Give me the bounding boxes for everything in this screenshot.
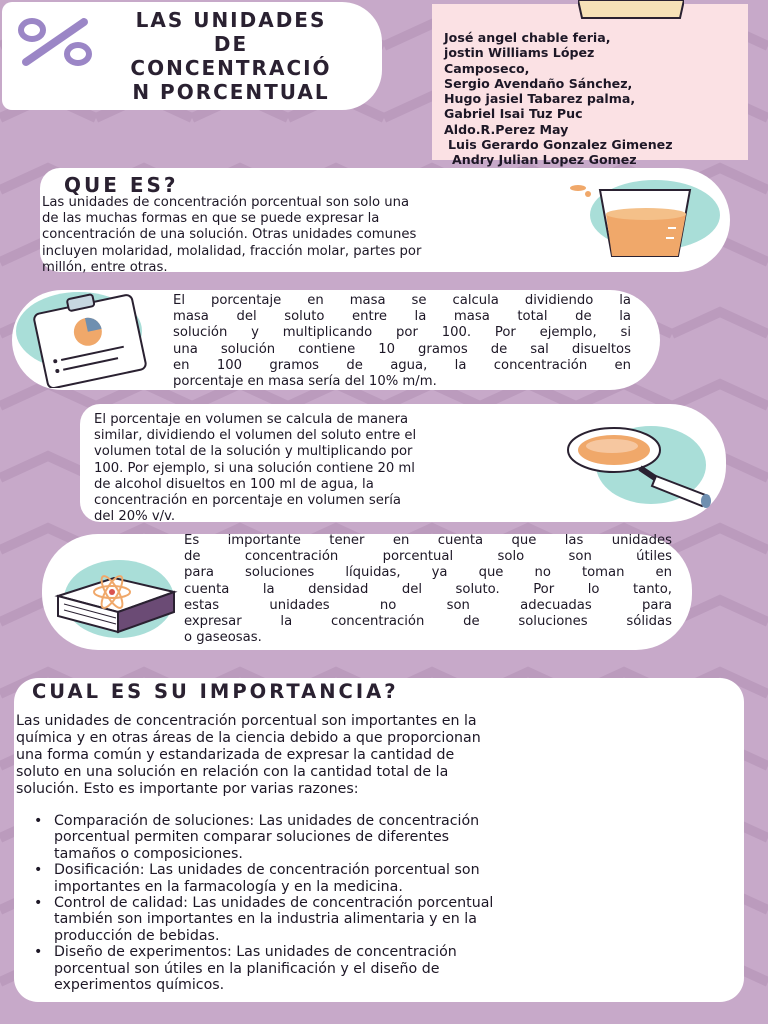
list-item: [34, 862, 724, 895]
importancia-bullets: [34, 813, 724, 994]
author-name: Gabriel Isai Tuz Puc: [444, 106, 583, 122]
paragraph-line: para soluciones líquidas, ya que no toman en: [184, 565, 672, 581]
title-line: N PORCENTUAL: [132, 80, 330, 104]
list-item-line: tamaños o composiciones.: [54, 845, 243, 862]
title-line: DE: [213, 32, 249, 56]
paragraph-line: Es importante tener en cuenta que las unidades: [184, 533, 672, 548]
list-item-line: porcentual permiten comparar soluciones de diferentes: [54, 829, 450, 846]
bullet-dot: •: [34, 862, 43, 879]
author-name: Camposeco,: [444, 60, 530, 76]
paragraph-line: de las muchas formas en que se puede expresar la: [42, 211, 380, 227]
paragraph-line: volumen total de la solución y multiplicando por: [94, 444, 413, 460]
paragraph-line: El porcentaje en masa se calcula dividiendo la: [173, 293, 631, 308]
paragraph-line: incluyen molaridad, molalidad, fracción molar, partes por: [42, 243, 422, 259]
authors-list: [444, 30, 744, 168]
paragraph-line: 100. Por ejemplo, si una solución contiene 20 ml: [94, 460, 415, 476]
author-name: José angel chable feria,: [444, 30, 611, 45]
list-item-line: Dosificación: Las unidades de concentración porcentual son: [54, 862, 480, 879]
clipboard-chart-icon: [18, 292, 168, 388]
list-item-line: Control de calidad: Las unidades de concentración porcentual: [54, 895, 494, 912]
title-line: CONCENTRACIÓ: [130, 56, 332, 80]
list-item-line: Comparación de soluciones: Las unidades de concentración: [54, 813, 480, 829]
masa-paragraph: [173, 293, 631, 390]
list-item: [34, 944, 724, 994]
paragraph-line: de concentración porcentual solo son útiles: [184, 549, 672, 565]
liquidos-paragraph: [184, 533, 672, 646]
page-title: [98, 8, 364, 104]
que-es-heading: QUE ES?: [64, 173, 179, 197]
paragraph-line: cuenta la densidad del soluto. Por lo tanto,: [184, 581, 672, 597]
list-item-line: experimentos químicos.: [54, 977, 225, 994]
paragraph-line: o gaseosas.: [184, 630, 262, 646]
bullet-dot: •: [34, 944, 43, 961]
paragraph-line: Las unidades de concentración porcentual son solo una: [42, 195, 410, 210]
paragraph-line: del 20% v/v.: [94, 509, 176, 525]
author-name: jostin Williams López: [444, 45, 595, 61]
list-item-line: también son importantes en la industria alimentaria y en la: [54, 911, 477, 928]
paragraph-line: concentración en porcentaje en volumen sería: [94, 493, 402, 509]
importancia-intro: [16, 713, 736, 798]
tape-icon: [578, 0, 684, 20]
paragraph-line: concentración de una solución. Otras unidades comunes: [42, 227, 417, 243]
que-es-paragraph: [42, 195, 582, 276]
paragraph-line: solución y multiplicando por 100. Por ejemplo, si: [173, 325, 631, 341]
atom-book-icon: [54, 562, 184, 636]
author-name: Andry Julian Lopez Gomez: [452, 152, 637, 168]
list-item: [34, 895, 724, 944]
list-item-line: Diseño de experimentos: Las unidades de concentración: [54, 944, 457, 961]
paragraph-line: porcentaje en masa sería del 10% m/m.: [173, 374, 437, 390]
paragraph-line: Las unidades de concentración porcentual son importantes en la: [16, 713, 477, 729]
paragraph-line: química y en otras áreas de la ciencia debido a que proporcionan: [16, 730, 481, 746]
paragraph-line: de alcohol disueltos en 100 ml de agua, la: [94, 476, 374, 492]
importancia-heading: CUAL ES SU IMPORTANCIA?: [32, 680, 399, 703]
author-name: Sergio Avendaño Sánchez,: [444, 75, 633, 91]
paragraph-line: una forma común y estandarizada de expresar la cantidad de: [16, 747, 455, 763]
list-item-line: porcentual son útiles en la planificación y el diseño de: [54, 960, 440, 977]
author-name: Hugo jasiel Tabarez palma,: [444, 91, 636, 107]
paragraph-line: masa del soluto entre la masa total de la: [173, 309, 631, 325]
paragraph-line: millón, entre otras.: [42, 259, 168, 275]
title-line: LAS UNIDADES: [135, 8, 327, 32]
list-item-line: producción de bebidas.: [54, 927, 220, 944]
paragraph-line: solución. Esto es importante por varias razones:: [16, 781, 359, 797]
paragraph-line: en 100 gramos de agua, la concentración en: [173, 357, 631, 373]
author-name: Luis Gerardo Gonzalez Gimenez: [448, 137, 673, 153]
percent-icon: [14, 16, 96, 68]
paragraph-line: similar, dividiendo el volumen del soluto entre el: [94, 428, 417, 444]
beaker-icon: [560, 180, 710, 264]
author-name: Aldo.R.Perez May: [444, 121, 569, 137]
list-item-line: importantes en la farmacología y en la medicina.: [54, 878, 403, 895]
paragraph-line: El porcentaje en volumen se calcula de manera: [94, 412, 409, 427]
paragraph-line: una solución contiene 10 gramos de sal disueltos: [173, 341, 631, 357]
paragraph-line: estas unidades no son adecuadas para: [184, 597, 672, 613]
paragraph-line: soluto en una solución en relación con la cantidad total de la: [16, 764, 449, 780]
paragraph-line: expresar la concentración de soluciones sólidas: [184, 614, 672, 630]
bullet-dot: •: [34, 895, 43, 912]
magnifier-icon: [562, 424, 718, 508]
bullet-dot: •: [34, 813, 43, 829]
volumen-paragraph: [94, 412, 564, 525]
list-item: [34, 813, 724, 862]
